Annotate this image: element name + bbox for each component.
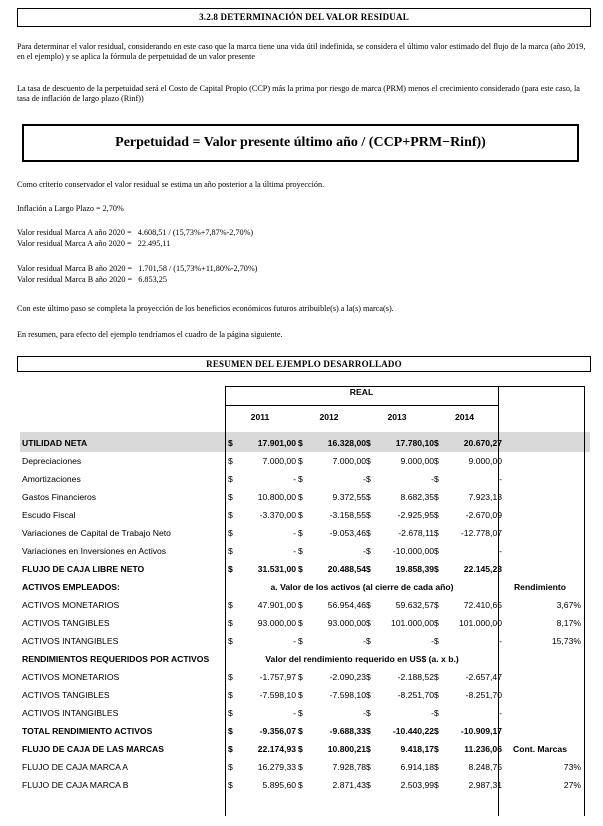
row-label: FLUJO DE CAJA DE LAS MARCAS: [22, 744, 164, 754]
row-label: ACTIVOS TANGIBLES: [22, 618, 110, 628]
value-cell: -9.688,33: [329, 726, 366, 736]
currency-symbol: $: [298, 600, 303, 610]
value-cell: -: [499, 708, 502, 718]
table-row: [20, 452, 590, 470]
value-cell: -: [363, 636, 366, 646]
side-value: Rendimiento: [513, 582, 567, 592]
currency-symbol: $: [366, 708, 371, 718]
value-cell: 72.410,65: [463, 600, 502, 610]
table-row: [20, 740, 590, 758]
value-cell: -3.158,55: [329, 510, 366, 520]
value-cell: -: [363, 546, 366, 556]
currency-symbol: $: [366, 546, 371, 556]
row-label: Gastos Financieros: [22, 492, 97, 502]
row-label: Variaciones en Inversiones en Activos: [22, 546, 167, 556]
value-cell: -8.251,70: [465, 690, 502, 700]
row-label: ACTIVOS INTANGIBLES: [22, 636, 119, 646]
value-cell: 22.174,93: [257, 744, 296, 754]
side-value: 3,67%: [556, 600, 581, 610]
value-cell: -7.598,10: [259, 690, 296, 700]
table-row: [20, 506, 590, 524]
currency-symbol: $: [434, 780, 439, 790]
value-cell: -10.909,17: [460, 726, 502, 736]
currency-symbol: $: [298, 438, 303, 448]
table-row: [20, 434, 590, 452]
value-cell: -2.925,95: [397, 510, 434, 520]
side-value: 15,73%: [551, 636, 581, 646]
value-cell: 7.000,00: [332, 456, 366, 466]
real-header: REAL: [349, 387, 374, 397]
value-cell: -9.356,07: [259, 726, 296, 736]
value-cell: 5.895,60: [262, 780, 296, 790]
currency-symbol: $: [298, 708, 303, 718]
year-2011: 2011: [250, 412, 270, 422]
side-value: 27%: [563, 780, 581, 790]
value-cell: -: [293, 528, 296, 538]
marca-b-line-2: Valor residual Marca B año 2020 = 6.853,25: [17, 275, 167, 284]
currency-symbol: $: [434, 690, 439, 700]
value-cell: 2.871,43: [332, 780, 366, 790]
value-cell: 9.418,17: [400, 744, 434, 754]
currency-symbol: $: [228, 636, 233, 646]
section-title: 3.2.8 DETERMINACIÓN DEL VALOR RESIDUAL: [17, 8, 591, 27]
table-row: [20, 560, 590, 578]
table-row: [20, 524, 590, 542]
currency-symbol: $: [228, 456, 233, 466]
value-cell: -1.757,97: [259, 672, 296, 682]
currency-symbol: $: [434, 528, 439, 538]
value-cell: -7.598,10: [329, 690, 366, 700]
currency-symbol: $: [366, 672, 371, 682]
table-row: [20, 488, 590, 506]
value-cell: 6.914,18: [400, 762, 434, 772]
inflation-text: Inflación a Largo Plazo = 2,70%: [17, 204, 124, 213]
currency-symbol: $: [366, 510, 371, 520]
perpetuity-formula: Perpetuidad = Valor presente último año / (CCP+PRM−Rinf)): [22, 124, 579, 162]
currency-symbol: $: [298, 510, 303, 520]
currency-symbol: $: [366, 762, 371, 772]
currency-symbol: $: [434, 546, 439, 556]
value-cell: -: [431, 474, 434, 484]
value-cell: 19.858,39: [395, 564, 434, 574]
section-caption: Valor del rendimiento requerido en US$ (a. x b.): [265, 654, 459, 664]
table-row: [20, 758, 590, 776]
row-label: UTILIDAD NETA: [22, 438, 88, 448]
currency-symbol: $: [228, 438, 233, 448]
currency-symbol: $: [366, 780, 371, 790]
currency-symbol: $: [228, 564, 233, 574]
year-2014: 2014: [454, 412, 475, 422]
currency-symbol: $: [434, 600, 439, 610]
value-cell: -3.370,00: [259, 510, 296, 520]
currency-symbol: $: [228, 474, 233, 484]
currency-symbol: $: [298, 546, 303, 556]
value-cell: -: [293, 636, 296, 646]
currency-symbol: $: [434, 438, 439, 448]
currency-symbol: $: [366, 564, 371, 574]
currency-symbol: $: [434, 636, 439, 646]
value-cell: 56.954,46: [327, 600, 366, 610]
row-label: ACTIVOS TANGIBLES: [22, 690, 110, 700]
row-label: TOTAL RENDIMIENTO ACTIVOS: [22, 726, 153, 736]
value-cell: 20.488,54: [327, 564, 366, 574]
side-value: 8,17%: [556, 618, 581, 628]
table-row: [20, 722, 590, 740]
table-row: [20, 614, 590, 632]
side-value: Cont. Marcas: [513, 744, 567, 754]
ultimo-paso-text: Con este último paso se completa la proyección de los beneficios económicos futuros atribuible(s) a la(s) marca(s).: [17, 304, 394, 313]
currency-symbol: $: [366, 456, 371, 466]
section-caption: a. Valor de los activos (al cierre de cada año): [270, 582, 454, 592]
currency-symbol: $: [228, 744, 233, 754]
value-cell: 59.632,57: [395, 600, 434, 610]
currency-symbol: $: [434, 672, 439, 682]
table-row: [20, 650, 590, 668]
currency-symbol: $: [366, 618, 371, 628]
currency-symbol: $: [366, 744, 371, 754]
currency-symbol: $: [228, 708, 233, 718]
value-cell: 9.000,00: [468, 456, 502, 466]
currency-symbol: $: [434, 492, 439, 502]
value-cell: 93.000,00: [327, 618, 366, 628]
value-cell: 8.248,75: [468, 762, 502, 772]
marca-b-line-1: Valor residual Marca B año 2020 = 1.701,58 / (15,73%+11,80%-2,70%): [17, 264, 258, 273]
value-cell: 10.800,00: [257, 492, 296, 502]
value-cell: 31.531,00: [257, 564, 296, 574]
currency-symbol: $: [298, 564, 303, 574]
paragraph-discount-rate: La tasa de descuento de la perpetuidad será el Costo de Capital Propio (CCP) más la prima por riesgo de marca (PRM) menos el crecimiento considerado (para este caso, la tasa de inflación de largo plazo (Rinf)): [17, 84, 580, 103]
currency-symbol: $: [434, 618, 439, 628]
row-label: Depreciaciones: [22, 456, 82, 466]
currency-symbol: $: [228, 492, 233, 502]
currency-symbol: $: [298, 780, 303, 790]
value-cell: -2.670,09: [465, 510, 502, 520]
currency-symbol: $: [434, 762, 439, 772]
currency-symbol: $: [298, 528, 303, 538]
currency-symbol: $: [434, 564, 439, 574]
row-label: FLUJO DE CAJA LIBRE NETO: [22, 564, 145, 574]
currency-symbol: $: [298, 474, 303, 484]
value-cell: -: [499, 546, 502, 556]
value-cell: 22.145,23: [463, 564, 502, 574]
table-row: [20, 470, 590, 488]
value-cell: -2.657,47: [465, 672, 502, 682]
table-row: [20, 596, 590, 614]
table-row: [20, 578, 590, 596]
currency-symbol: $: [298, 744, 303, 754]
value-cell: -: [293, 546, 296, 556]
value-cell: -: [363, 708, 366, 718]
value-cell: 9.372,55: [332, 492, 366, 502]
currency-symbol: $: [298, 618, 303, 628]
year-2013: 2013: [387, 412, 407, 422]
value-cell: 47.901,00: [257, 600, 296, 610]
summary-table: [20, 386, 590, 816]
currency-symbol: $: [228, 600, 233, 610]
currency-symbol: $: [298, 726, 303, 736]
table-row: [20, 776, 590, 794]
currency-symbol: $: [228, 528, 233, 538]
table-row: [20, 704, 590, 722]
value-cell: 101.000,00: [390, 618, 434, 628]
value-cell: -: [363, 474, 366, 484]
resumen-text: En resumen, para efecto del ejemplo tendríamos el cuadro de la página siguiente.: [17, 330, 283, 339]
value-cell: 9.000,00: [400, 456, 434, 466]
currency-symbol: $: [298, 636, 303, 646]
currency-symbol: $: [434, 726, 439, 736]
value-cell: -12.778,07: [460, 528, 502, 538]
value-cell: -2.678,11: [398, 528, 434, 538]
value-cell: 16.328,00: [327, 438, 366, 448]
currency-symbol: $: [366, 438, 371, 448]
row-label: Variaciones de Capital de Trabajo Neto: [22, 528, 171, 538]
value-cell: 8.682,35: [400, 492, 434, 502]
currency-symbol: $: [366, 600, 371, 610]
summary-title: RESUMEN DEL EJEMPLO DESARROLLADO: [17, 356, 591, 372]
row-label: FLUJO DE CAJA MARCA A: [22, 762, 129, 772]
currency-symbol: $: [298, 492, 303, 502]
value-cell: -: [431, 636, 434, 646]
currency-symbol: $: [434, 510, 439, 520]
value-cell: -: [293, 708, 296, 718]
currency-symbol: $: [298, 690, 303, 700]
value-cell: -2.188,52: [397, 672, 434, 682]
value-cell: -2.090,23: [329, 672, 366, 682]
currency-symbol: $: [434, 708, 439, 718]
value-cell: -: [293, 474, 296, 484]
value-cell: -9.053,46: [329, 528, 366, 538]
currency-symbol: $: [228, 618, 233, 628]
currency-symbol: $: [298, 672, 303, 682]
value-cell: 2.503,99: [400, 780, 434, 790]
value-cell: 17.780,10: [395, 438, 434, 448]
marca-a-line-2: Valor residual Marca A año 2020 = 22.495,11: [17, 239, 171, 248]
table-row: [20, 632, 590, 650]
value-cell: 20.670,27: [463, 438, 502, 448]
value-cell: 11.236,06: [464, 744, 502, 754]
row-label: FLUJO DE CAJA MARCA B: [22, 780, 129, 790]
row-label: RENDIMIENTOS REQUERIDOS POR ACTIVOS: [22, 654, 210, 664]
value-cell: 10.800,21: [327, 744, 366, 754]
currency-symbol: $: [366, 528, 371, 538]
value-cell: -: [499, 474, 502, 484]
value-cell: -10.440,22: [392, 726, 434, 736]
currency-symbol: $: [434, 474, 439, 484]
value-cell: -: [499, 636, 502, 646]
year-2012: 2012: [319, 412, 339, 422]
value-cell: 7.928,78: [332, 762, 366, 772]
currency-symbol: $: [298, 762, 303, 772]
row-label: ACTIVOS EMPLEADOS:: [22, 582, 120, 592]
currency-symbol: $: [228, 690, 233, 700]
value-cell: -: [431, 708, 434, 718]
value-cell: 7.923,13: [468, 492, 502, 502]
currency-symbol: $: [228, 672, 233, 682]
value-cell: 16.279,33: [257, 762, 296, 772]
row-label: ACTIVOS INTANGIBLES: [22, 708, 119, 718]
currency-symbol: $: [228, 510, 233, 520]
currency-symbol: $: [366, 690, 371, 700]
currency-symbol: $: [298, 456, 303, 466]
row-label: ACTIVOS MONETARIOS: [22, 600, 120, 610]
currency-symbol: $: [434, 744, 439, 754]
side-value: 73%: [563, 762, 581, 772]
row-label: ACTIVOS MONETARIOS: [22, 672, 120, 682]
value-cell: 17.901,00: [257, 438, 296, 448]
table-row: [20, 542, 590, 560]
value-cell: -10.000,00: [392, 546, 434, 556]
table-row: [20, 668, 590, 686]
currency-symbol: $: [366, 492, 371, 502]
currency-symbol: $: [228, 780, 233, 790]
currency-symbol: $: [228, 726, 233, 736]
row-label: Amortizaciones: [22, 474, 81, 484]
currency-symbol: $: [366, 636, 371, 646]
currency-symbol: $: [366, 474, 371, 484]
value-cell: 2.987,31: [468, 780, 502, 790]
paragraph-residual-value: Para determinar el valor residual, considerando en este caso que la marca tiene una vida útil indefinida, se considera el último valor estimado del flujo de la marca (año 2019, en el ejemplo) y se aplica la fórmula de perpetuidad de un valor presente: [17, 42, 586, 61]
criterio-text: Como criterio conservador el valor residual se estima un año posterior a la última proyección.: [17, 180, 325, 189]
marca-a-line-1: Valor residual Marca A año 2020 = 4.608,51 / (15,73%+7,87%-2,70%): [17, 228, 254, 237]
row-label: Escudo Fiscal: [22, 510, 76, 520]
currency-symbol: $: [366, 726, 371, 736]
value-cell: 7.000,00: [262, 456, 296, 466]
table-row: [20, 686, 590, 704]
currency-symbol: $: [434, 456, 439, 466]
currency-symbol: $: [228, 762, 233, 772]
value-cell: -8.251,70: [397, 690, 434, 700]
value-cell: 93.000,00: [257, 618, 296, 628]
value-cell: 101.000,00: [458, 618, 502, 628]
currency-symbol: $: [228, 546, 233, 556]
